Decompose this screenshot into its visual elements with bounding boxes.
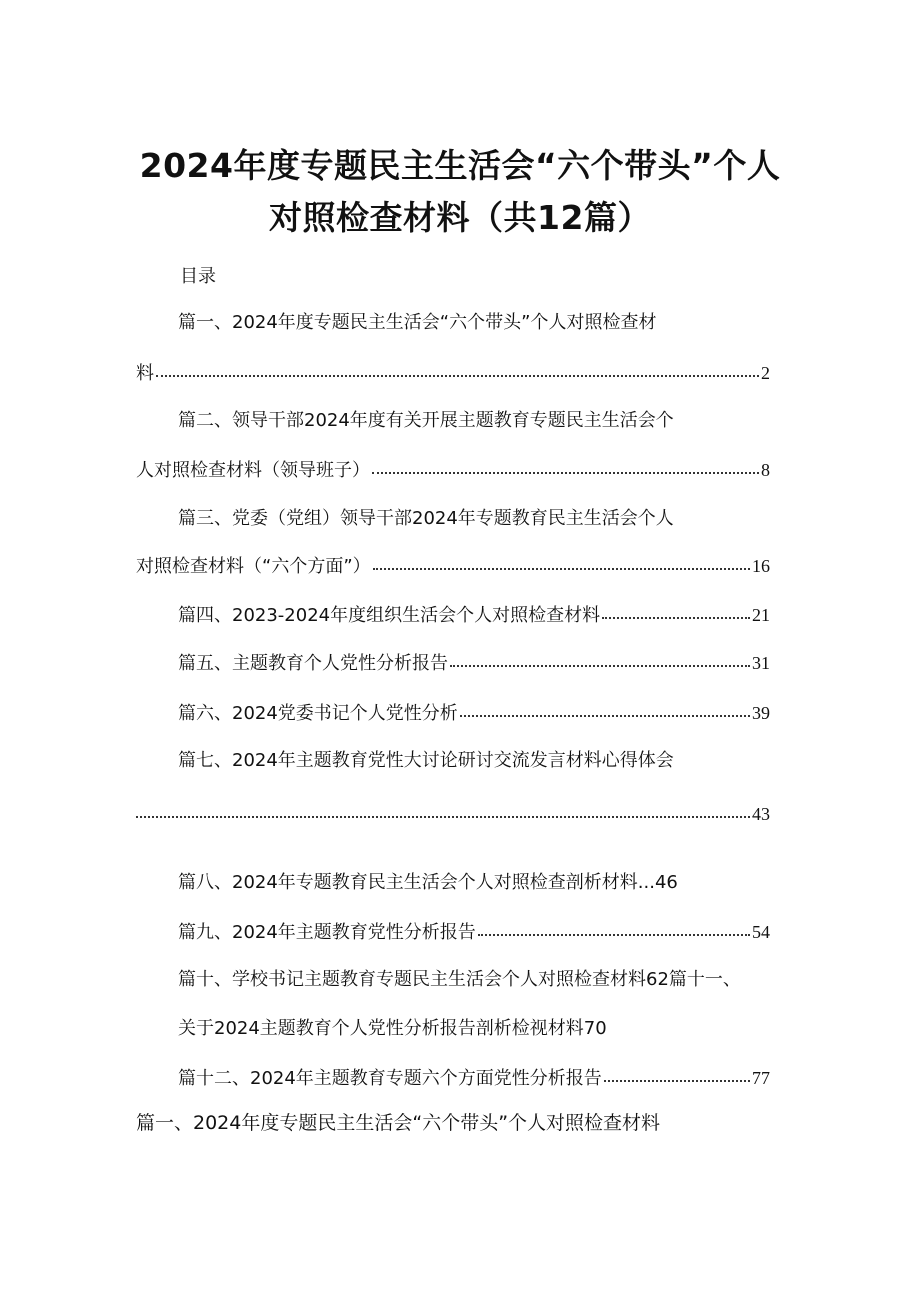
toc-heading: 目录 [180,266,216,287]
toc-entry-9-page: 54 [752,922,770,942]
toc-entry-9[interactable] [178,919,770,946]
toc-entry-1-text: 篇一、2024年度专题民主生活会“六个带头”个人对照检查材 [178,312,657,333]
document-title-line-2: 对照检查材料（共12篇） [269,198,651,237]
toc-entry-3-line-2[interactable] [136,553,770,580]
toc-entry-5-page: 31 [752,653,770,673]
toc-entry-8-text: 篇八、2024年专题教育民主生活会个人对照检查剖析材料...46 [178,872,678,893]
toc-entry-5[interactable] [178,650,770,677]
toc-leader-dots [136,806,750,820]
toc-entry-11-text: 关于2024主题教育个人党性分析报告剖析检视材料70 [178,1018,607,1039]
toc-entry-3-line-1[interactable] [178,506,674,532]
toc-entry-4-page: 21 [752,605,770,625]
toc-entry-7-line-1[interactable] [178,748,674,774]
toc-entry-1-text-cont: 料 [136,363,154,384]
toc-entry-10-text: 篇十、学校书记主题教育专题民主生活会个人对照检查材料62篇十一、 [178,969,741,990]
toc-leader-dots [604,1070,750,1084]
toc-entry-2-line-1[interactable] [178,408,674,434]
toc-entry-12[interactable] [178,1065,770,1092]
toc-entry-10[interactable] [178,967,741,993]
toc-entry-3-page: 16 [752,556,770,576]
toc-entry-11[interactable] [178,1016,607,1042]
toc-leader-dots [372,462,759,476]
toc-entry-3-text-cont: 对照检查材料（“六个方面”） [136,556,371,577]
toc-entry-1-line-2[interactable] [136,360,770,387]
toc-entry-9-text: 篇九、2024年主题教育党性分析报告 [178,922,476,943]
toc-leader-dots [373,558,750,572]
toc-entry-4-text: 篇四、2023-2024年度组织生活会个人对照检查材料 [178,605,601,626]
toc-entry-1-page: 2 [761,363,770,383]
toc-entry-2-text: 篇二、领导干部2024年度有关开展主题教育专题民主生活会个 [178,410,674,431]
section-heading: 篇一、2024年度专题民主生活会“六个带头”个人对照检查材料 [136,1112,661,1134]
toc-entry-6-text: 篇六、2024党委书记个人党性分析 [178,703,458,724]
toc-entry-3-text: 篇三、党委（党组）领导干部2024年专题教育民主生活会个人 [178,508,674,529]
toc-entry-2-line-2[interactable] [136,457,770,484]
toc-entry-6-page: 39 [752,703,770,723]
toc-entry-1-line-1[interactable] [178,310,656,336]
toc-leader-dots [450,655,750,669]
toc-entry-7-text: 篇七、2024年主题教育党性大讨论研讨交流发言材料心得体会 [178,750,674,771]
toc-leader-dots [478,924,750,938]
toc-entry-5-text: 篇五、主题教育个人党性分析报告 [178,653,448,674]
toc-leader-dots [156,365,759,379]
toc-entry-12-page: 77 [752,1068,770,1088]
toc-entry-8[interactable] [178,870,678,896]
toc-leader-dots [602,607,750,621]
toc-entry-6[interactable] [178,700,770,727]
document-title-line-1: 2024年度专题民主生活会“六个带头”个人 [139,146,781,185]
toc-leader-dots [460,705,750,719]
toc-entry-12-text: 篇十二、2024年主题教育专题六个方面党性分析报告 [178,1068,602,1089]
toc-entry-7-line-2[interactable] [136,801,770,827]
toc-entry-2-page: 8 [761,460,770,480]
toc-entry-7-page: 43 [752,804,770,824]
toc-entry-2-text-cont: 人对照检查材料（领导班子） [136,460,370,481]
toc-entry-4[interactable] [178,602,770,629]
